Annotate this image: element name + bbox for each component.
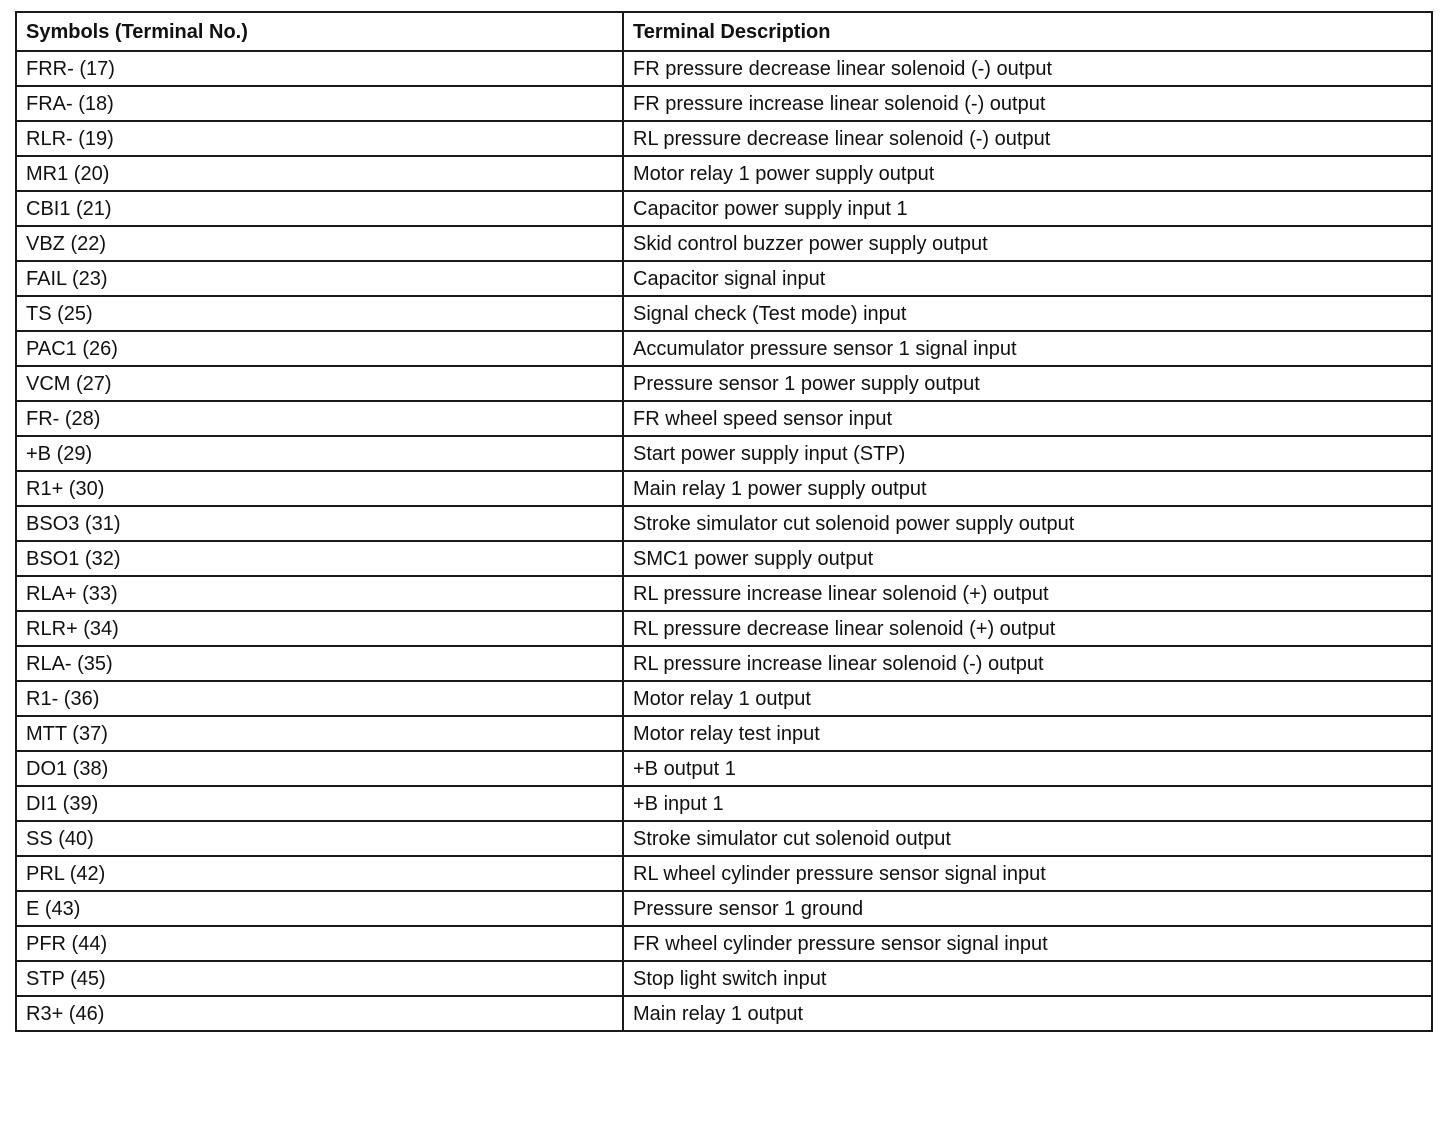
cell-symbol: RLA+ (33) [16,576,623,611]
cell-description: Accumulator pressure sensor 1 signal input [623,331,1432,366]
table-row [16,331,1432,366]
cell-description: Pressure sensor 1 power supply output [623,366,1432,401]
cell-description: Capacitor power supply input 1 [623,191,1432,226]
cell-symbol: SS (40) [16,821,623,856]
table-row [16,541,1432,576]
table-row [16,926,1432,961]
table-row [16,436,1432,471]
cell-symbol: RLR+ (34) [16,611,623,646]
table-row [16,891,1432,926]
cell-symbol: R1- (36) [16,681,623,716]
cell-symbol: TS (25) [16,296,623,331]
cell-symbol: R1+ (30) [16,471,623,506]
terminal-table [15,11,1433,1032]
cell-symbol: DO1 (38) [16,751,623,786]
table-row [16,576,1432,611]
cell-description: Capacitor signal input [623,261,1432,296]
cell-description: SMC1 power supply output [623,541,1432,576]
table-row [16,51,1432,86]
table-row [16,506,1432,541]
cell-symbol: E (43) [16,891,623,926]
table-row [16,611,1432,646]
cell-symbol: STP (45) [16,961,623,996]
cell-description: Main relay 1 output [623,996,1432,1031]
cell-symbol: VCM (27) [16,366,623,401]
table-row [16,86,1432,121]
cell-symbol: FRR- (17) [16,51,623,86]
cell-description: Skid control buzzer power supply output [623,226,1432,261]
table-row [16,191,1432,226]
cell-symbol: MTT (37) [16,716,623,751]
table-header-row [16,12,1432,51]
cell-description: Signal check (Test mode) input [623,296,1432,331]
cell-symbol: PFR (44) [16,926,623,961]
table-row [16,786,1432,821]
cell-symbol: VBZ (22) [16,226,623,261]
table-row [16,961,1432,996]
cell-description: RL pressure increase linear solenoid (+) output [623,576,1432,611]
table-row [16,996,1432,1031]
cell-symbol: DI1 (39) [16,786,623,821]
cell-description: FR wheel speed sensor input [623,401,1432,436]
header-description: Terminal Description [623,12,1432,51]
table-row [16,751,1432,786]
terminal-table-container [15,11,1431,1032]
table-body [16,51,1432,1031]
cell-symbol: RLR- (19) [16,121,623,156]
table-row [16,821,1432,856]
table-row [16,121,1432,156]
cell-description: RL pressure decrease linear solenoid (+) output [623,611,1432,646]
cell-description: RL pressure decrease linear solenoid (-) output [623,121,1432,156]
cell-description: FR wheel cylinder pressure sensor signal input [623,926,1432,961]
table-row [16,716,1432,751]
cell-symbol: CBI1 (21) [16,191,623,226]
cell-description: Motor relay 1 output [623,681,1432,716]
cell-description: Stroke simulator cut solenoid output [623,821,1432,856]
table-row [16,226,1432,261]
cell-description: RL wheel cylinder pressure sensor signal input [623,856,1432,891]
table-row [16,366,1432,401]
cell-symbol: FRA- (18) [16,86,623,121]
header-symbol: Symbols (Terminal No.) [16,12,623,51]
cell-symbol: BSO3 (31) [16,506,623,541]
cell-description: Main relay 1 power supply output [623,471,1432,506]
table-row [16,856,1432,891]
cell-description: +B output 1 [623,751,1432,786]
cell-description: RL pressure increase linear solenoid (-) output [623,646,1432,681]
table-row [16,646,1432,681]
cell-description: Start power supply input (STP) [623,436,1432,471]
cell-description: Motor relay 1 power supply output [623,156,1432,191]
cell-symbol: R3+ (46) [16,996,623,1031]
table-row [16,261,1432,296]
cell-description: Stop light switch input [623,961,1432,996]
cell-symbol: PRL (42) [16,856,623,891]
cell-symbol: FR- (28) [16,401,623,436]
cell-description: FR pressure increase linear solenoid (-) output [623,86,1432,121]
cell-symbol: FAIL (23) [16,261,623,296]
table-row [16,156,1432,191]
cell-description: Motor relay test input [623,716,1432,751]
cell-description: Pressure sensor 1 ground [623,891,1432,926]
cell-symbol: RLA- (35) [16,646,623,681]
cell-symbol: PAC1 (26) [16,331,623,366]
table-row [16,401,1432,436]
cell-description: FR pressure decrease linear solenoid (-) output [623,51,1432,86]
cell-symbol: BSO1 (32) [16,541,623,576]
cell-description: +B input 1 [623,786,1432,821]
table-row [16,681,1432,716]
cell-symbol: +B (29) [16,436,623,471]
table-row [16,296,1432,331]
cell-symbol: MR1 (20) [16,156,623,191]
table-row [16,471,1432,506]
cell-description: Stroke simulator cut solenoid power supply output [623,506,1432,541]
